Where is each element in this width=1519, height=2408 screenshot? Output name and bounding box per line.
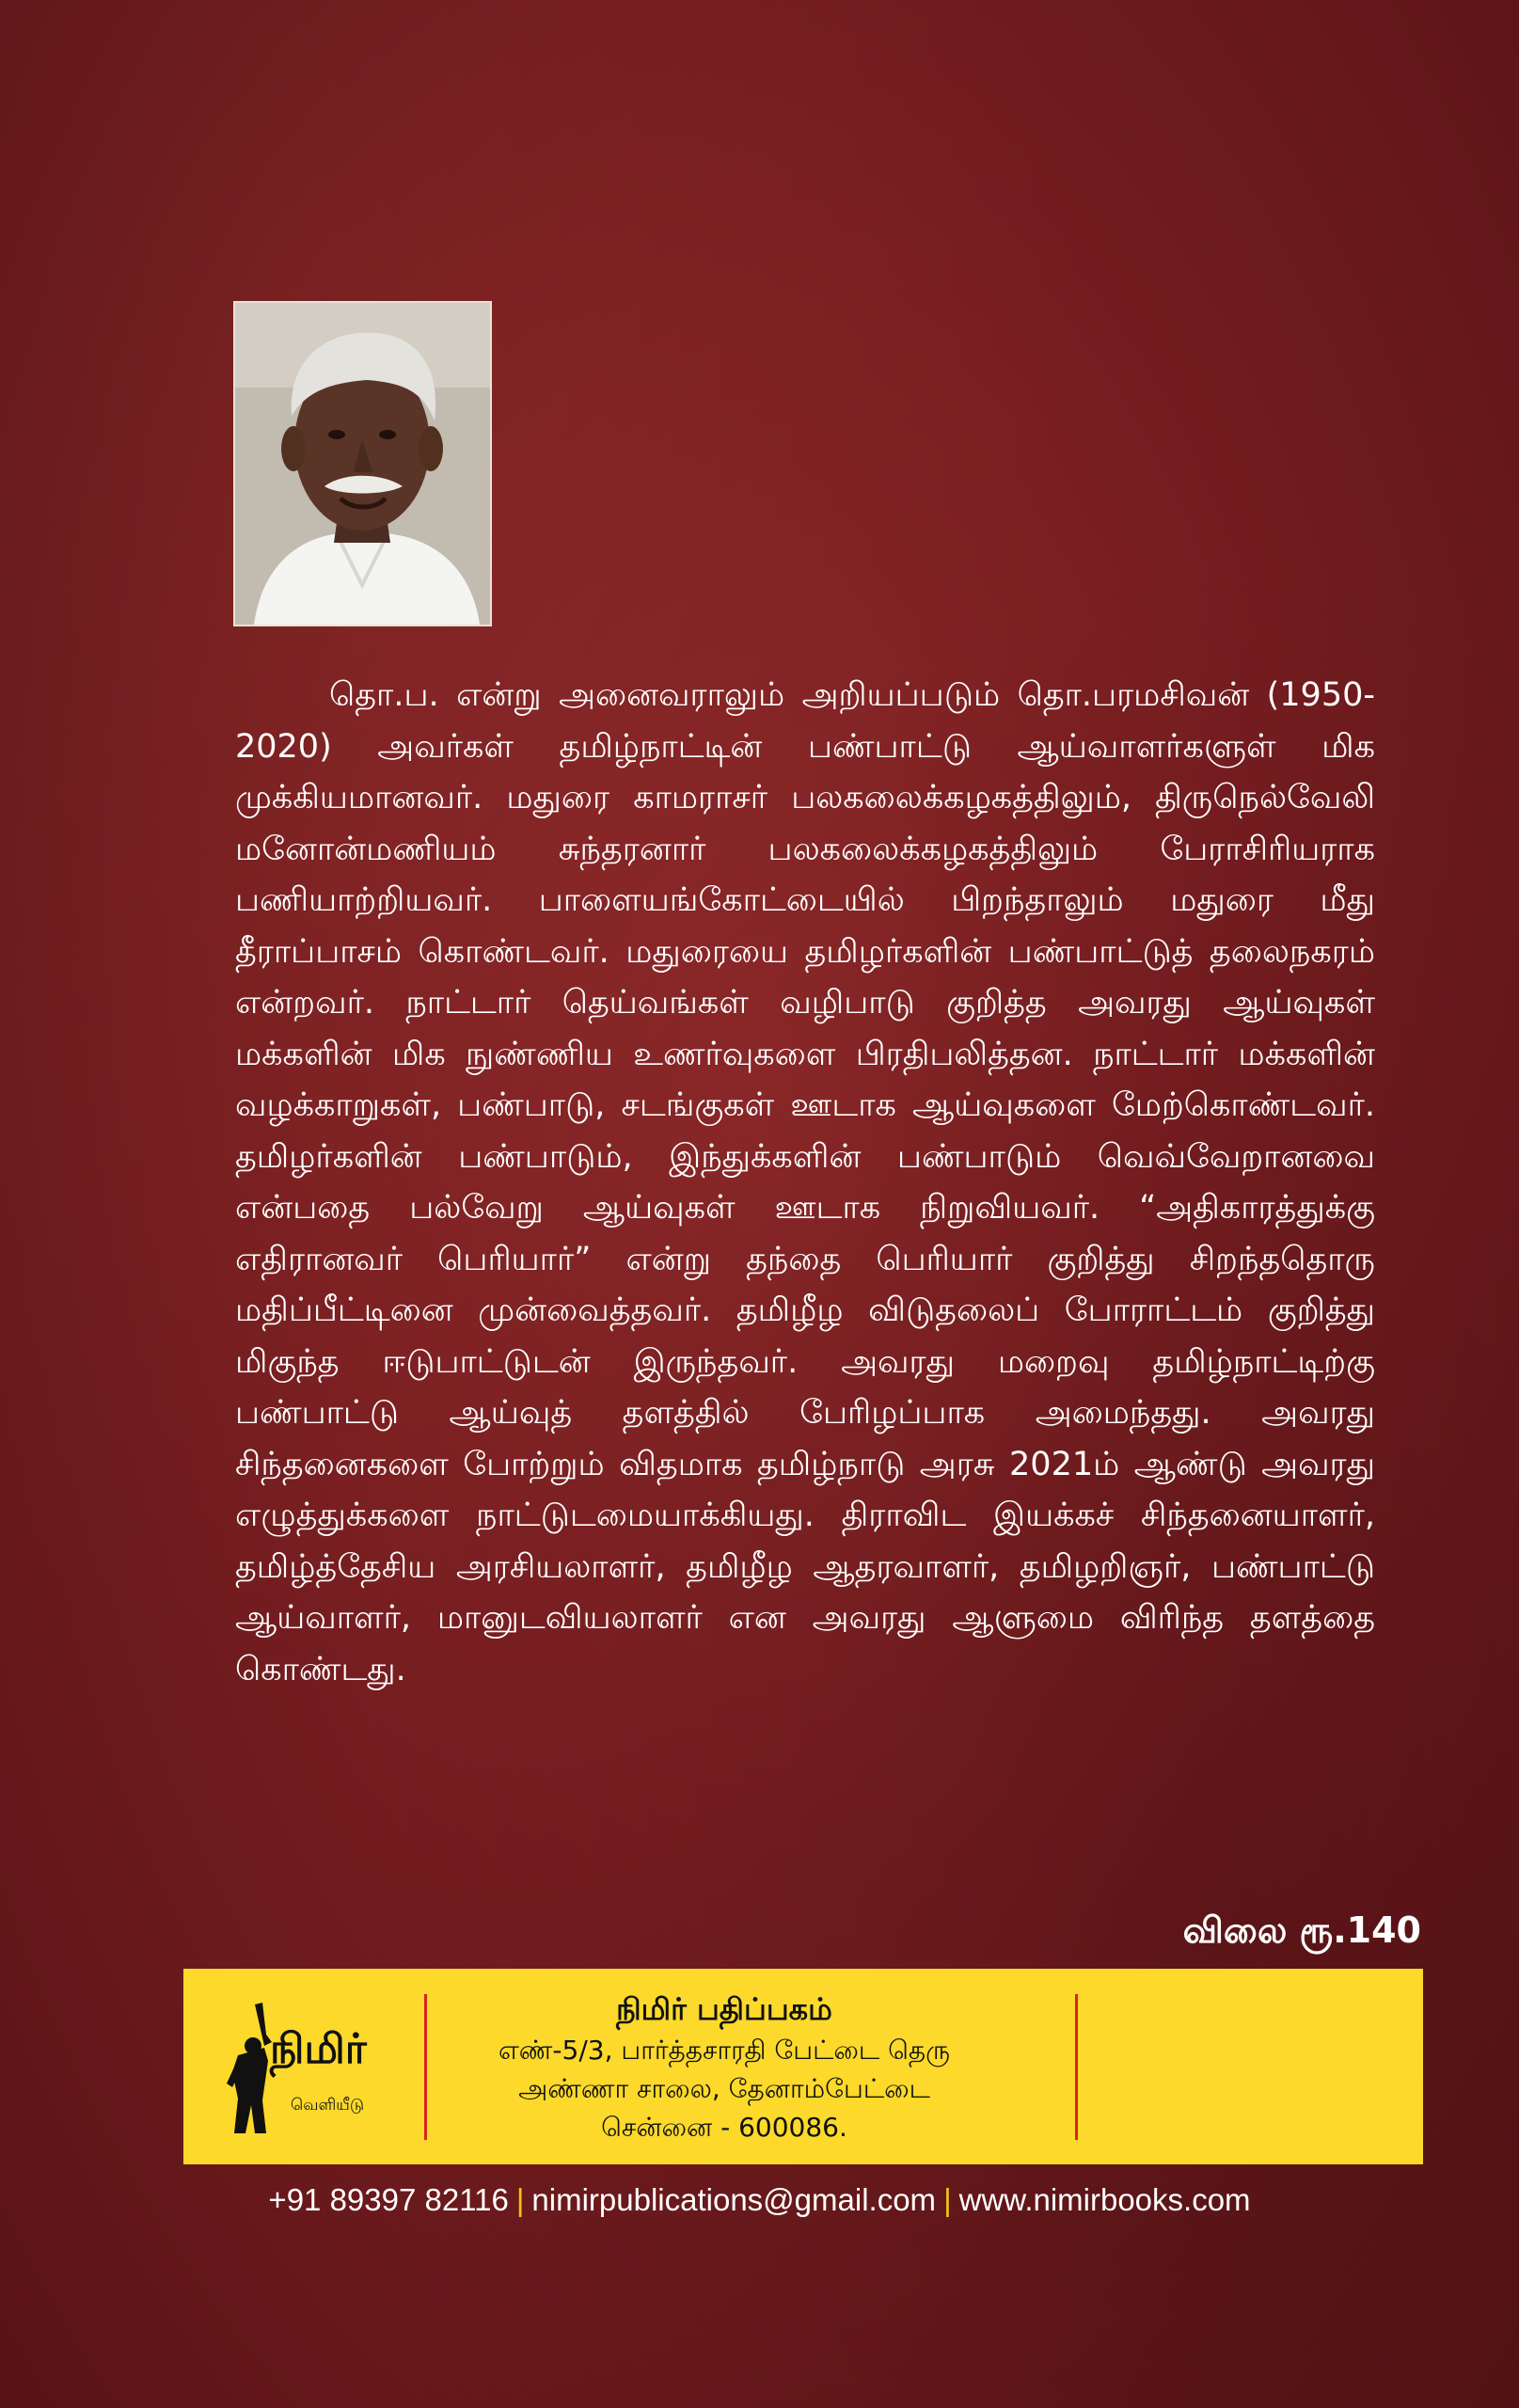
publisher-panel: [183, 1969, 1423, 2164]
author-portrait-icon: [235, 303, 490, 625]
logo-wordmark: நிமிர்: [270, 2025, 367, 2073]
address-line-3: சென்னை - 600086.: [601, 2112, 847, 2143]
divider-right: [1075, 1994, 1078, 2140]
separator: |: [515, 2182, 525, 2217]
logo-subtext: வெளியீடு: [291, 2096, 365, 2115]
email-address: nimirpublications@gmail.com: [531, 2182, 937, 2217]
price-label: விலை ரூ.140: [1182, 1909, 1421, 1951]
address-line-2: அண்ணா சாலை, தேனாம்பேட்டை: [518, 2073, 930, 2104]
author-biography: தொ.ப. என்று அனைவராலும் அறியப்படும் தொ.பரமசிவன் (1950-2020) அவர்கள் தமிழ்நாட்டின் பண்பாட்டு ஆய்வாளர்களுள் மிக முக்கியமானவர். மதுரை காமராசர் பலகலைக்கழகத்திலும், திருநெல்வேலி மனோன்மணியம் சுந்தரனார் பலகலைக்கழகத்திலும் பேராசிரியராக பணியாற்றியவர். பாளையங்கோட்டையில் பிறந்தாலும் மதுரை மீது தீராப்பாசம் கொண்டவர். மதுரையை தமிழர்களின் பண்பாட்டுத் தலைநகரம் என்றவர். நாட்டார் தெய்வங்கள் வழிபாடு குறித்த அவரது ஆய்வுகள் மக்களின் மிக நுண்ணிய உணர்வுகளை பிரதிபலித்தன. நாட்டார் மக்களின் வழக்காறுகள், பண்பாடு, சடங்குகள் ஊடாக ஆய்வுகளை மேற்கொண்டவர். தமிழர்களின் பண்பாடும், இந்துக்களின் பண்பாடும் வெவ்வேறானவை என்பதை பல்வேறு ஆய்வுகள் ஊடாக நிறுவியவர். “அதிகாரத்துக்கு எதிரானவர் பெரியார்” என்று தந்தை பெரியார் குறித்து சிறந்ததொரு மதிப்பீட்டினை முன்வைத்தவர். தமிழீழ விடுதலைப் போராட்டம் குறித்து மிகுந்த ஈடுபாட்டுடன் இருந்தவர். அவரது மறைவு தமிழ்நாட்டிற்கு பண்பாட்டு ஆய்வுத் தளத்தில் பேரிழப்பாக அமைந்தது. அவரது சிந்தனைகளை போற்றும் விதமாக தமிழ்நாடு அரசு 2021ம் ஆண்டு அவரது எழுத்துக்களை நாட்டுடமையாக்கியது. திராவிட இயக்கச் சிந்தனையாளர், தமிழ்த்தேசிய அரசியலாளர், தமிழீழ ஆதரவாளர், தமிழறிஞர், பண்பாட்டு ஆய்வாளர், மானுடவியலாளர் என அவரது ஆளுமை விரிந்த தளத்தை கொண்டது.: [235, 676, 1375, 1688]
separator: |: [943, 2182, 952, 2217]
publisher-name: நிமிர் பதிப்பகம்: [616, 1991, 832, 2027]
phone-number: +91 89397 82116: [268, 2182, 509, 2217]
publisher-logo: [210, 1997, 398, 2138]
divider-left: [424, 1994, 427, 2140]
publisher-info: [447, 1988, 1002, 2147]
address-line-1: எண்-5/3, பார்த்தசாரதி பேட்டை தெரு: [498, 2035, 951, 2066]
contact-line: [0, 2182, 1519, 2218]
website-link: www.nimirbooks.com: [958, 2182, 1251, 2217]
author-photo: [233, 301, 492, 626]
